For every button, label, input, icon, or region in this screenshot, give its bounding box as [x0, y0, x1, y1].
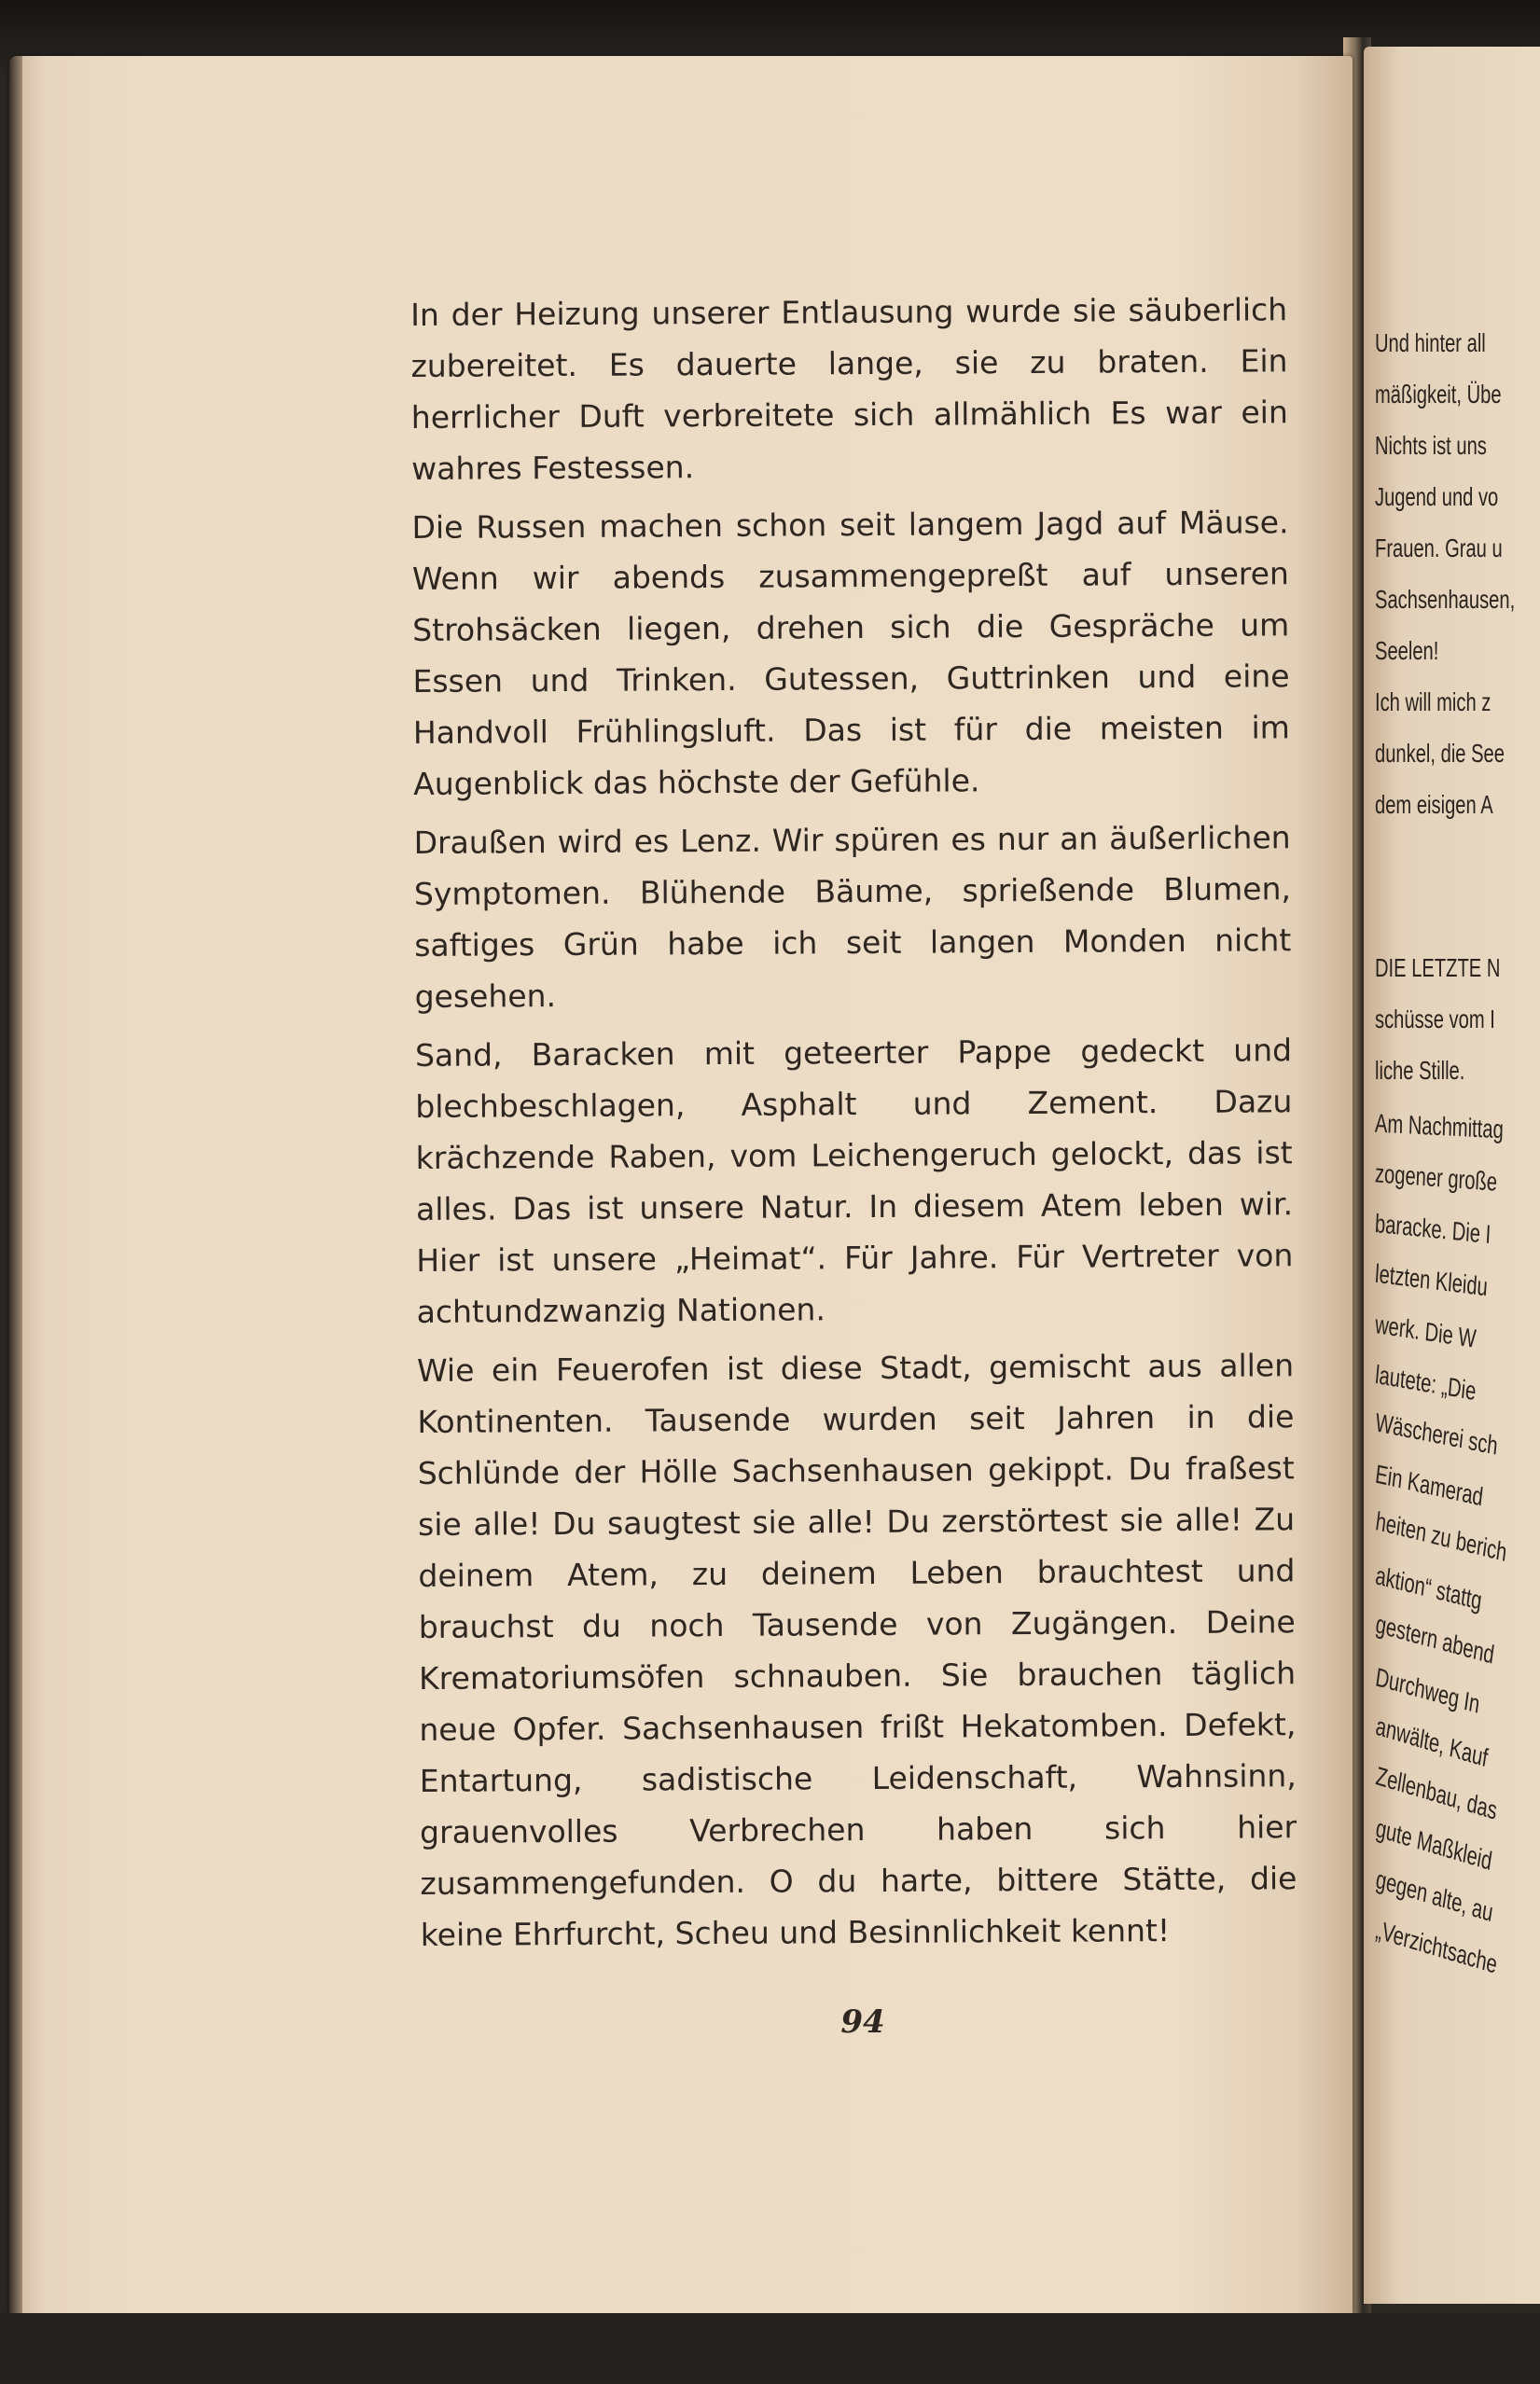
right-line: letzten Kleidu [1374, 1258, 1489, 1302]
right-line: anwälte, Kauf [1374, 1711, 1491, 1773]
right-line: schüsse vom I [1375, 1005, 1495, 1033]
left-page-text [410, 284, 1297, 1968]
book-cover-edge [9, 56, 22, 2313]
right-line: heiten zu berich [1374, 1506, 1509, 1567]
right-line: Wäscherei sch [1374, 1407, 1500, 1461]
right-line: Sachsenhausen, [1375, 585, 1516, 614]
right-line: dunkel, die See [1375, 739, 1505, 768]
right-line: dem eisigen A [1375, 790, 1493, 819]
right-line: Jugend und vo [1375, 482, 1499, 511]
right-line: liche Stille. [1375, 1056, 1465, 1085]
right-line: baracke. Die I [1374, 1209, 1492, 1249]
backdrop-bottom [0, 2313, 1540, 2384]
right-line: „Verzichtsache [1374, 1915, 1500, 1979]
right-line: Ich will mich z [1375, 687, 1491, 716]
page-number: 94 [840, 2003, 885, 2041]
right-line: Seelen! [1375, 636, 1439, 665]
right-page [1364, 47, 1540, 2304]
right-line: Am Nachmittag [1374, 1108, 1505, 1144]
right-line: Ein Kamerad [1373, 1459, 1485, 1512]
right-line: Frauen. Grau u [1375, 534, 1503, 562]
right-line: Nichts ist uns [1375, 431, 1487, 460]
right-line: zogener große [1374, 1158, 1498, 1197]
right-line: mäßigkeit, Übe [1375, 380, 1502, 409]
right-line: lautete: „Die [1374, 1359, 1478, 1407]
right-line: gestern abend [1374, 1609, 1496, 1670]
right-line: gute Maßkleid [1374, 1813, 1494, 1876]
right-line: Durchweg In [1373, 1662, 1482, 1719]
paragraph: Sand, Baracken mit geteerter Pappe gedeckt und blechbeschlagen, Asphalt und Zement. Dazu krächzende Raben, vom Leichengeruch gelockt, das ist alles. Das ist unsere Natur. In diesem Atem leben wir. Hier ist unsere „Heimat“. Für Jahre. Für Vertreter von achtundzwanzig Nationen. [414, 1032, 1294, 1330]
right-line: Und hinter all [1375, 328, 1486, 357]
paragraph: Draußen wird es Lenz. Wir spüren es nur an äußerlichen Symptomen. Blühende Bäume, sprießende Blumen, saftiges Grün habe ich seit langen Monden nicht gesehen. [413, 819, 1292, 1015]
right-heading-line: DIE LETZTE N [1375, 953, 1501, 982]
paragraph: Wie ein Feuerofen ist diese Stadt, gemischt aus allen Kontinenten. Tausende wurden seit Jahren in die Schlünde der Hölle Sachsenhausen gekippt. Du fraßest sie alle! Du saugtest sie alle! Du zerstörtest sie alle! Zu deinem Atem, zu deinem Leben brauchtest und brauchst du noch Tausende von Zugängen. Deine Krematoriumsöfen schnauben. Sie brauchen täglich neue Opfer. Sachsenhausen frißt Hekatomben. Defekt, Entartung, sadistische Leidenschaft, Wahnsinn, grauenvolles Verbrechen haben sich hier zusammengefunden. O du harte, bittere Stätte, die keine Ehrfurcht, Scheu und Besinnlichkeit kennt! [416, 1347, 1297, 1953]
right-line: aktion“ stattg [1373, 1560, 1484, 1615]
right-line: werk. Die W [1374, 1310, 1478, 1353]
right-line: gegen alte, au [1374, 1864, 1495, 1928]
paragraph: In der Heizung unserer Entlausung wurde sie säuberlich zubereitet. Es dauerte lange, sie zu braten. Ein herrlicher Duft verbreitete sich allmählich Es war ein wahres Festessen. [410, 291, 1288, 487]
right-line: Zellenbau, das [1374, 1761, 1500, 1825]
paragraph: Die Russen machen schon seit langem Jagd auf Mäuse. Wenn wir abends zusammengepreßt auf unseren Strohsäcken liegen, drehen sich die Gespräche um Essen und Trinken. Gutessen, Guttrinken und eine Handvoll Frühlingsluft. Das ist für die meisten im Augenblick das höchste der Gefühle. [411, 504, 1291, 802]
